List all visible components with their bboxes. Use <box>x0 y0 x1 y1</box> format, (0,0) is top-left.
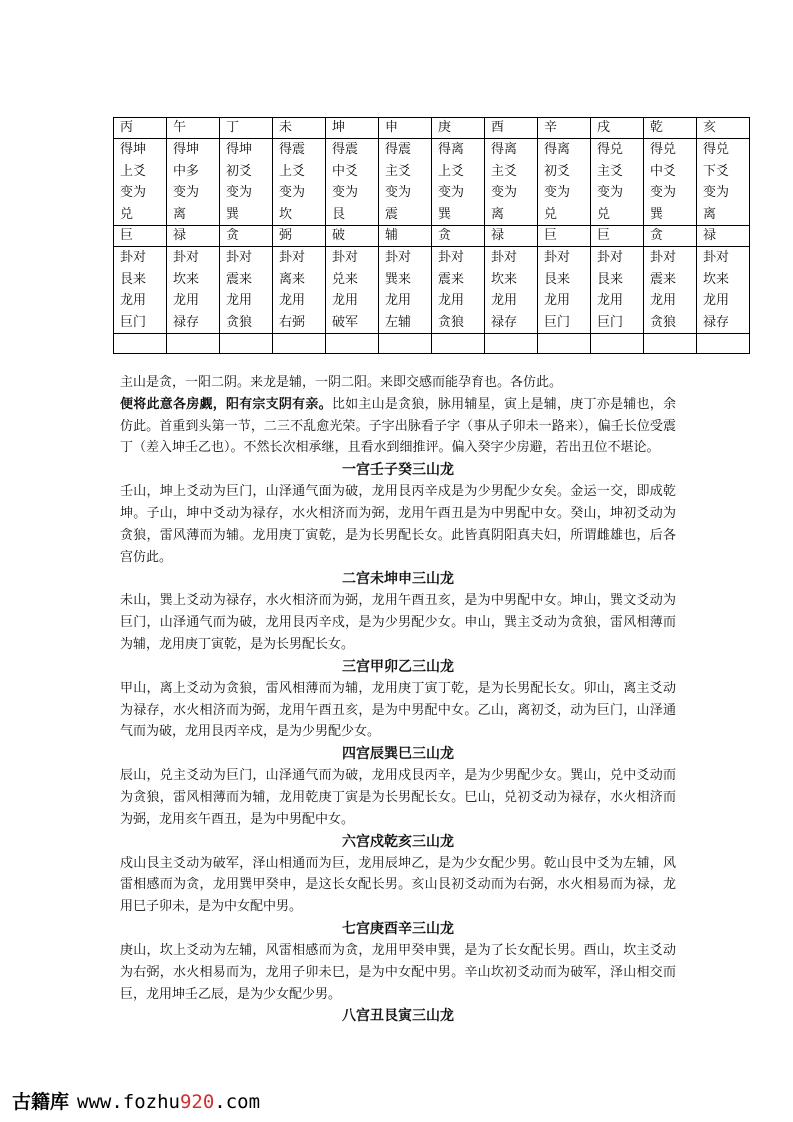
cell-line: 卦对 <box>544 250 571 265</box>
cell-line: 龙用 <box>438 293 465 308</box>
table-cell <box>167 247 220 334</box>
table-cell: 未 <box>273 118 326 139</box>
cell-line: 坎来 <box>703 271 730 287</box>
cell-line: 得兑 <box>650 142 677 157</box>
paragraph: 甲山，离上爻动为贪狼，雷风相薄而为辅，龙用庚丁寅丁乾，是为长男配长女。卯山，离主爻动为禄存，水火相济而为弼，龙用午酉丑亥，是为中男配中女。乙山，离初爻，动为巨门，山泽通气而为破，龙用艮丙辛戍，是为少男配少女。 <box>120 680 676 740</box>
table-row <box>114 118 750 139</box>
table-cell <box>273 139 326 226</box>
cell-line: 上爻 <box>120 163 147 179</box>
table-cell: 辛 <box>538 118 591 139</box>
cell-line: 龙用 <box>491 293 518 308</box>
cell-line: 变为 <box>597 185 624 200</box>
table-cell <box>644 139 697 226</box>
cell-line: 贪狼 <box>650 314 677 330</box>
cell-line: 禄存 <box>703 314 730 330</box>
cell-line: 卦对 <box>385 250 412 265</box>
cell-line: 巨门 <box>597 314 624 330</box>
cell-line: 变为 <box>279 185 306 200</box>
cell-line: 得震 <box>279 142 306 157</box>
cell-line: 龙用 <box>650 293 677 308</box>
cell-line: 震来 <box>438 271 465 287</box>
cell-line: 卦对 <box>226 250 253 265</box>
table-cell: 乾 <box>644 118 697 139</box>
cell-line: 得震 <box>332 142 359 157</box>
table-cell: 丁 <box>220 118 273 139</box>
cell-line: 中爻 <box>332 163 359 179</box>
section-heading: 六宫戍乾亥三山龙 <box>342 833 454 850</box>
cell-line: 艮 <box>332 206 346 222</box>
cell-line: 巨门 <box>120 314 147 330</box>
table-cell: 庚 <box>432 118 485 139</box>
section-heading: 二宫未坤申三山龙 <box>342 571 454 588</box>
paragraph <box>120 394 676 459</box>
table-row <box>114 247 750 334</box>
cell-line: 卦对 <box>650 250 677 265</box>
cell-line: 龙用 <box>332 293 359 308</box>
cell-line: 离来 <box>279 271 306 287</box>
cell-line: 坎 <box>279 206 293 222</box>
cell-line: 初爻 <box>544 163 571 179</box>
table-cell <box>220 139 273 226</box>
cell-line: 离 <box>173 206 187 222</box>
cell-line: 巽 <box>226 206 240 222</box>
watermark-brand: 古籍库 <box>12 1091 70 1113</box>
cell-line: 卦对 <box>279 250 306 265</box>
table-cell <box>220 247 273 334</box>
table-cell <box>591 334 644 354</box>
cell-line: 卦对 <box>703 250 730 265</box>
cell-line: 贪狼 <box>438 314 465 330</box>
table-cell <box>167 139 220 226</box>
table-cell <box>273 247 326 334</box>
table-cell <box>273 334 326 354</box>
cell-line: 得离 <box>491 142 518 157</box>
table-cell <box>114 247 167 334</box>
cell-line: 得兑 <box>597 142 624 157</box>
cell-line: 艮来 <box>597 271 624 287</box>
paragraph: 戍山艮主爻动为破军，泽山相通而为巨，龙用辰坤乙，是为少女配少男。乾山艮中爻为左辅，风雷相感而为贪，龙用巽甲癸申，是这长女配长男。亥山艮初爻动而为右弼，水火相易而为禄，龙用巳子卯未，是为中女配中男。 <box>120 855 676 915</box>
table-cell <box>326 334 379 354</box>
bagua-table <box>113 117 750 354</box>
cell-line: 龙用 <box>385 293 412 308</box>
cell-line: 主爻 <box>597 163 624 179</box>
table-cell <box>485 334 538 354</box>
table-cell: 巨 <box>538 226 591 247</box>
cell-line: 龙用 <box>544 293 571 308</box>
cell-line: 变为 <box>226 185 253 200</box>
table-cell: 贪 <box>220 226 273 247</box>
document-body <box>120 372 676 1027</box>
table-cell <box>167 334 220 354</box>
site-watermark <box>12 1087 260 1114</box>
table-cell <box>432 334 485 354</box>
cell-line: 变为 <box>544 185 571 200</box>
cell-line: 艮来 <box>544 271 571 287</box>
cell-line: 主爻 <box>491 163 518 179</box>
table-cell: 辅 <box>379 226 432 247</box>
table-cell: 巨 <box>591 226 644 247</box>
cell-line: 上爻 <box>438 163 465 179</box>
table-cell <box>644 334 697 354</box>
table-cell: 丙 <box>114 118 167 139</box>
paragraph: 辰山，兑主爻动为巨门，山泽通气而为破，龙用戍艮丙辛，是为少男配少女。巽山，兑中爻动而为贪狼，雷风相薄而为辅，龙用乾庚丁寅是为长男配长女。巳山，兑初爻动为禄存，水火相济而为弼，龙用亥午酉丑，是为中男配中女。 <box>120 768 676 827</box>
table-cell <box>220 334 273 354</box>
cell-line: 禄存 <box>173 314 200 330</box>
cell-line: 贪狼 <box>226 314 253 330</box>
cell-line: 右弼 <box>279 314 306 330</box>
section-heading: 一宫壬子癸三山龙 <box>342 462 454 479</box>
cell-line: 坎来 <box>491 271 518 287</box>
cell-line: 兑来 <box>332 271 359 287</box>
paragraph: 未山，巽上爻动为禄存，水火相济而为弼，龙用午酉丑亥，是为中男配中女。坤山，巽文爻动为巨门，山泽通气而为破，龙用艮丙辛戍，是为少男配少女。申山，巽主爻动为贪狼，雷风相薄而为辅，龙用庚丁寅乾，是为长男配长女。 <box>120 593 676 652</box>
table-cell <box>697 247 750 334</box>
cell-line: 巽 <box>438 206 452 222</box>
table-cell: 禄 <box>485 226 538 247</box>
cell-line: 左辅 <box>385 314 412 330</box>
cell-line: 卦对 <box>597 250 624 265</box>
table-cell: 禄 <box>167 226 220 247</box>
cell-line: 变为 <box>332 185 359 200</box>
cell-line: 禄存 <box>491 314 518 330</box>
paragraph: 庚山，坎上爻动为左辅，风雷相感而为贪，龙用甲癸申巽，是为了长女配长男。酉山，坎主爻动为右弼，水火相易而为，龙用子卯未巳，是为中女配中男。辛山坎初爻动而为破军，泽山相交而巨，龙用坤壬乙辰，是为少女配少男。 <box>120 942 676 1002</box>
cell-line: 得坤 <box>226 142 253 157</box>
cell-line: 震来 <box>650 271 677 287</box>
table-cell: 禄 <box>697 226 750 247</box>
table-cell <box>485 247 538 334</box>
table-cell <box>644 247 697 334</box>
table-cell <box>697 139 750 226</box>
table-cell: 亥 <box>697 118 750 139</box>
table-cell <box>591 247 644 334</box>
cell-line: 变为 <box>173 185 200 200</box>
cell-line: 震来 <box>226 271 253 287</box>
cell-line: 初爻 <box>226 163 253 179</box>
section-heading: 七宫庚酉辛三山龙 <box>342 920 454 937</box>
cell-line: 上爻 <box>279 163 306 179</box>
cell-line: 龙用 <box>279 293 306 308</box>
cell-line: 卦对 <box>120 250 147 265</box>
table-cell <box>538 139 591 226</box>
cell-line: 龙用 <box>173 293 200 308</box>
cell-line: 巽来 <box>385 271 412 287</box>
table-cell <box>697 334 750 354</box>
table-cell <box>591 139 644 226</box>
table-cell <box>379 334 432 354</box>
cell-line: 龙用 <box>703 293 730 308</box>
url-suffix: .com <box>214 1091 261 1113</box>
cell-line: 得震 <box>385 142 412 157</box>
paragraph: 主山是贪，一阳二阴。来龙是辅，一阴二阳。来即交感而能孕育也。各仿此。 <box>120 375 563 390</box>
cell-line: 龙用 <box>597 293 624 308</box>
cell-line: 卦对 <box>332 250 359 265</box>
cell-line: 变为 <box>491 185 518 200</box>
table-cell: 午 <box>167 118 220 139</box>
table-cell <box>379 247 432 334</box>
table-cell: 坤 <box>326 118 379 139</box>
cell-line: 离 <box>491 206 505 222</box>
cell-line: 得离 <box>438 142 465 157</box>
cell-line: 变为 <box>120 185 147 200</box>
table-cell <box>538 247 591 334</box>
table-cell: 戌 <box>591 118 644 139</box>
cell-line: 变为 <box>385 185 412 200</box>
cell-line: 变为 <box>438 185 465 200</box>
table-cell: 申 <box>379 118 432 139</box>
table-cell: 巨 <box>114 226 167 247</box>
table-cell <box>485 139 538 226</box>
table-cell <box>114 334 167 354</box>
cell-line: 主爻 <box>385 163 412 179</box>
table-cell: 破 <box>326 226 379 247</box>
cell-line: 坎来 <box>173 271 200 287</box>
cell-line: 离 <box>703 206 717 222</box>
cell-line: 变为 <box>703 185 730 200</box>
url-number: 920 <box>179 1091 215 1113</box>
table-cell: 贪 <box>432 226 485 247</box>
section-heading: 三宫甲卯乙三山龙 <box>342 658 454 675</box>
cell-line: 得坤 <box>120 142 147 157</box>
cell-line: 卦对 <box>438 250 465 265</box>
cell-line: 破军 <box>332 314 359 330</box>
table-cell <box>538 334 591 354</box>
paragraph: 壬山，坤上爻动为巨门，山泽通气面为破，龙用艮丙辛戍是为少男配少女矣。金运一交，即成乾坤。子山，坤中爻动为禄存，水火相济而为弼，龙用午酉丑是为中男配中女。癸山，坤初爻动为贪狼，雷风薄而为辅。龙用庚丁寅乾，是为长男配长女。此皆真阴阳真夫妇，所谓雌雄也，后各宫仿此。 <box>120 484 676 565</box>
table-cell <box>432 139 485 226</box>
table-cell <box>379 139 432 226</box>
table-cell <box>326 247 379 334</box>
table-cell <box>326 139 379 226</box>
cell-line: 卦对 <box>491 250 518 265</box>
table-cell: 弼 <box>273 226 326 247</box>
section-heading: 四宫辰巽巳三山龙 <box>342 746 454 763</box>
table-row <box>114 139 750 226</box>
table-row <box>114 226 750 247</box>
cell-line: 龙用 <box>226 293 253 308</box>
watermark-url <box>77 1091 260 1113</box>
cell-line: 得兑 <box>703 142 730 157</box>
paragraph-text: 比如主山是贪狼，脉用辅星，寅上是辅，庚丁亦是辅也，余仿此。首重到头第一节，二三不乱愈光荣。子字出脉看子字（事从子卯未一路来），偏壬长位受震丁（差入坤壬乙也）。不然长次相承继，且看水到细推评。偏入癸字少房避，若出丑位不堪论。 <box>120 396 676 456</box>
cell-line: 巨门 <box>544 314 571 330</box>
cell-line: 兑 <box>544 206 558 222</box>
cell-line: 得离 <box>544 142 571 157</box>
cell-line: 震 <box>385 206 399 222</box>
table-cell <box>432 247 485 334</box>
table-cell: 贪 <box>644 226 697 247</box>
cell-line: 中多 <box>173 163 200 179</box>
table-cell: 酉 <box>485 118 538 139</box>
cell-line: 卦对 <box>173 250 200 265</box>
cell-line: 中爻 <box>650 163 677 179</box>
bold-verse: 便将此意各房觑，阳有宗支阴有亲。 <box>120 396 332 412</box>
url-prefix: www.fozhu <box>77 1091 180 1113</box>
cell-line: 下爻 <box>703 163 730 179</box>
cell-line: 艮来 <box>120 271 147 287</box>
cell-line: 龙用 <box>120 293 147 308</box>
cell-line: 兑 <box>597 206 611 222</box>
cell-line: 巽 <box>650 206 664 222</box>
cell-line: 得坤 <box>173 142 200 157</box>
cell-line: 变为 <box>650 185 677 200</box>
section-heading: 八宫丑艮寅三山龙 <box>342 1008 454 1025</box>
table-row <box>114 334 750 354</box>
table-cell <box>114 139 167 226</box>
cell-line: 兑 <box>120 206 134 222</box>
